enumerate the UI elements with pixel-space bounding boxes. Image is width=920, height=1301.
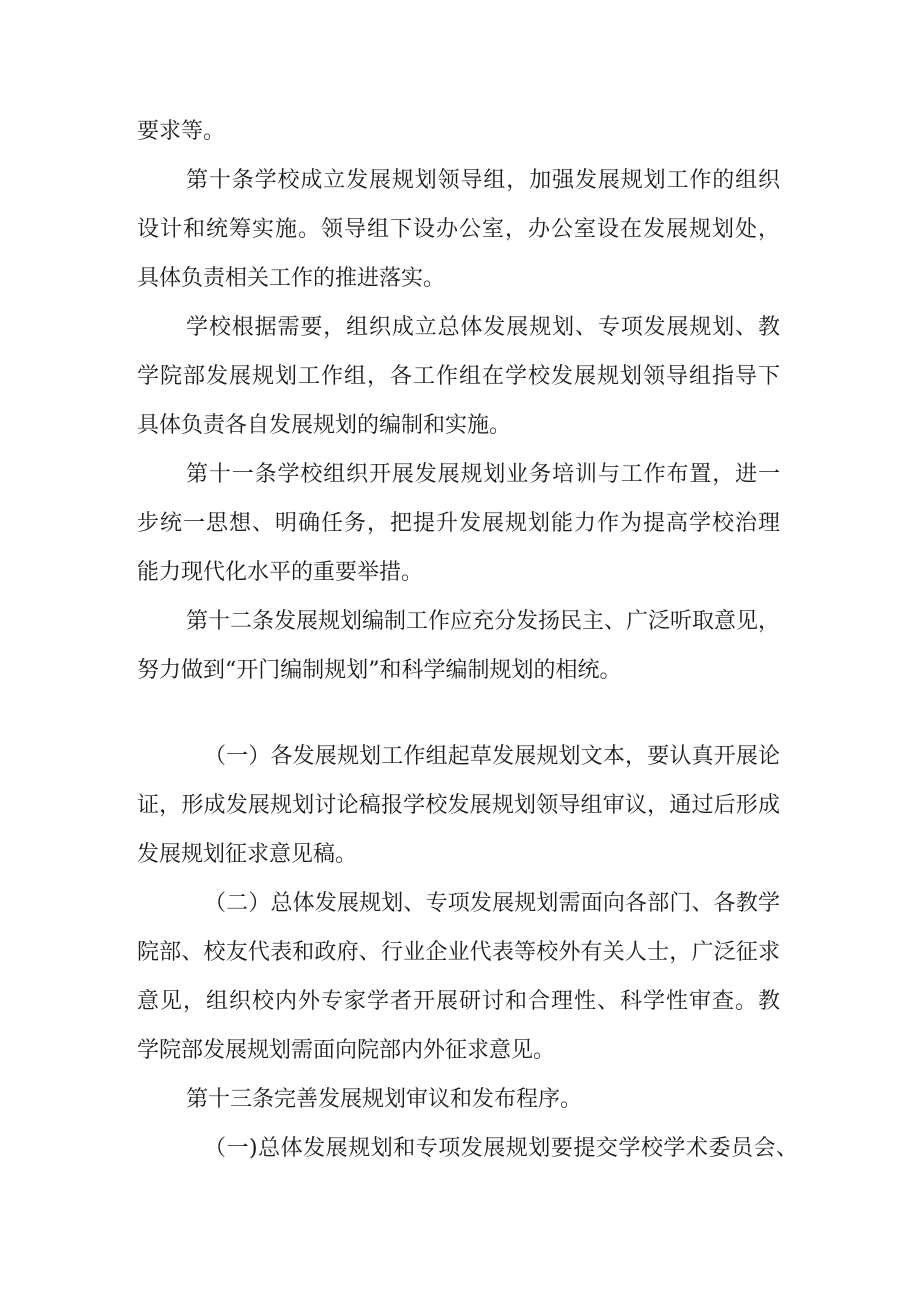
- text-line: 能力现代化水平的重要举措。: [137, 560, 424, 585]
- text-line: 具体负责相关工作的推进落实。: [137, 266, 446, 291]
- text-line: 证，形成发展规划讨论稿报学校发展规划领导组审议，通过后形成: [137, 793, 780, 818]
- text-line: 设计和统筹实施。领导组下设办公室，办公室设在发展规划处，: [137, 217, 780, 242]
- text-line: （二）总体发展规划、专项发展规划需面向各部门、各教学: [204, 891, 780, 916]
- text-line: 步统一思想、明确任务，把提升发展规划能力作为提高学校治理: [137, 511, 780, 536]
- text-line: 第十二条发展规划编制工作应充分发扬民主、广泛听取意见，: [186, 609, 781, 634]
- text-line: 第十一条学校组织开展发展规划业务培训与工作布置，进一: [186, 462, 780, 487]
- text-line: 第十条学校成立发展规划领导组，加强发展规划工作的组织: [186, 168, 780, 193]
- text-line: 第十三条完善发展规划审议和发布程序。: [186, 1087, 583, 1112]
- text-line: 具体负责各自发展规划的编制和实施。: [137, 413, 512, 438]
- text-line: 学校根据需要，组织成立总体发展规划、专项发展规划、教: [186, 315, 780, 340]
- text-line: 学院部发展规划需面向院部内外征求意见。: [137, 1038, 556, 1063]
- text-line: 意见，组织校内外专家学者开展研讨和合理性、科学性审查。教: [137, 989, 780, 1014]
- text-line: （一)总体发展规划和专项发展规划要提交学校学术委员会、: [204, 1136, 798, 1161]
- text-line: 要求等。: [137, 119, 226, 144]
- text-line: 努力做到“开门编制规划”和科学编制规划的相统。: [137, 658, 622, 683]
- text-line: 发展规划征求意见稿。: [137, 842, 358, 867]
- text-line: 学院部发展规划工作组，各工作组在学校发展规划领导组指导下: [137, 364, 780, 389]
- text-line: （一）各发展规划工作组起草发展规划文本，要认真开展论: [204, 744, 780, 769]
- text-line: 院部、校友代表和政府、行业企业代表等校外有关人士，广泛征求: [137, 940, 780, 965]
